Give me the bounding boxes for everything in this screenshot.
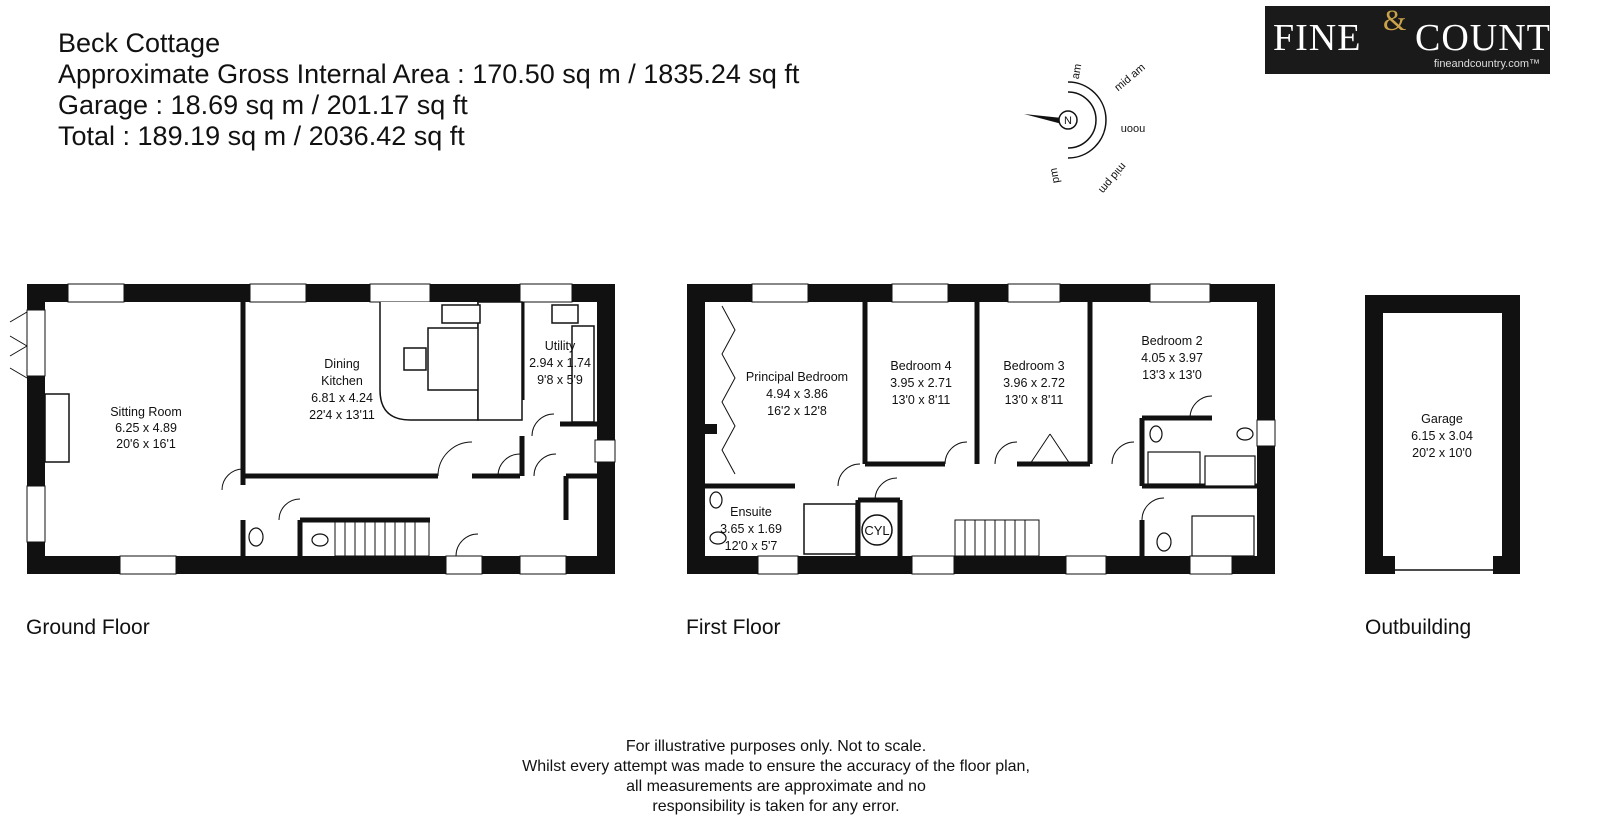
room-imperial-garage: 20'2 x 10'0	[1412, 446, 1472, 460]
disclaimer	[476, 737, 1076, 817]
logo-ampersand: &	[1383, 4, 1407, 37]
room-name-principal-bedroom: Principal Bedroom	[745, 370, 849, 384]
outbuilding-plan	[1365, 295, 1520, 574]
compass-north-label: N	[1064, 115, 1072, 127]
disclaimer-line-2: Whilst every attempt was made to ensure the accuracy of the floor plan,	[522, 758, 1030, 775]
cylinder-label: CYL	[864, 523, 890, 538]
room-imperial-bedroom-2: 13'3 x 13'0	[1142, 368, 1202, 382]
disclaimer-line-1: For illustrative purposes only. Not to scale.	[625, 738, 927, 755]
room-metric-utility: 2.94 x 1.74	[529, 356, 591, 370]
compass-label-mid-am: mid am	[1112, 61, 1148, 94]
room-metric-dining-kitchen: 6.81 x 4.24	[311, 391, 373, 405]
property-name: Beck Cottage	[58, 28, 221, 58]
room-name-sitting-room: Sitting Room	[110, 405, 182, 419]
room-imperial-dining-kitchen: 22'4 x 13'11	[309, 408, 375, 422]
room-metric-bedroom-4: 3.95 x 2.71	[890, 376, 952, 390]
first-floor-plan	[687, 284, 1275, 574]
room-name-ensuite: Ensuite	[730, 505, 772, 519]
room-metric-ensuite: 3.65 x 1.69	[720, 522, 782, 536]
room-metric-principal-bedroom: 4.94 x 3.86	[766, 387, 828, 401]
room-name-dining: Dining	[324, 357, 360, 371]
compass-label-am: am	[1069, 62, 1085, 81]
room-metric-garage: 6.15 x 3.04	[1411, 429, 1473, 443]
total-area: Total : 189.19 sq m / 2036.42 sq ft	[58, 121, 465, 151]
logo-word-country: COUNTRY	[1415, 17, 1604, 59]
ground-floor-plan	[10, 284, 615, 574]
room-imperial-bedroom-4: 13'0 x 8'11	[891, 393, 951, 407]
room-name-bedroom-2: Bedroom 2	[1141, 334, 1203, 348]
label-ground-floor: Ground Floor	[26, 616, 150, 639]
compass-label-mid-pm: mid pm	[1096, 160, 1129, 196]
logo-word-fine: FINE	[1273, 17, 1362, 59]
room-imperial-ensuite: 12'0 x 5'7	[724, 539, 778, 553]
room-name-utility: Utility	[544, 339, 576, 353]
compass-label-pm: pm	[1047, 166, 1063, 185]
room-imperial-bedroom-3: 13'0 x 8'11	[1004, 393, 1064, 407]
room-metric-bedroom-3: 3.96 x 2.72	[1003, 376, 1065, 390]
room-metric-sitting-room: 6.25 x 4.89	[115, 421, 177, 435]
label-first-floor: First Floor	[686, 616, 781, 639]
compass-label-noon: noon	[1120, 123, 1146, 135]
room-name-kitchen: Kitchen	[321, 374, 363, 388]
label-outbuilding: Outbuilding	[1365, 616, 1472, 639]
room-metric-bedroom-2: 4.05 x 3.97	[1141, 351, 1203, 365]
room-name-garage: Garage	[1421, 412, 1463, 426]
garage-area: Garage : 18.69 sq m / 201.17 sq ft	[58, 90, 468, 120]
room-name-bedroom-4: Bedroom 4	[890, 359, 952, 373]
room-imperial-utility: 9'8 x 5'9	[537, 373, 583, 387]
disclaimer-line-3: all measurements are approximate and no	[626, 778, 926, 795]
sun-compass	[1024, 62, 1148, 196]
disclaimer-line-4: responsibility is taken for any error.	[652, 798, 900, 815]
room-name-bedroom-3: Bedroom 3	[1003, 359, 1065, 373]
gross-internal-area: Approximate Gross Internal Area : 170.50 sq m / 1835.24 sq ft	[58, 59, 800, 89]
room-imperial-sitting-room: 20'6 x 16'1	[116, 437, 176, 451]
room-imperial-principal-bedroom: 16'2 x 12'8	[767, 404, 827, 418]
north-arrow-icon	[1024, 114, 1062, 124]
logo-url: fineandcountry.com™	[1433, 58, 1540, 70]
